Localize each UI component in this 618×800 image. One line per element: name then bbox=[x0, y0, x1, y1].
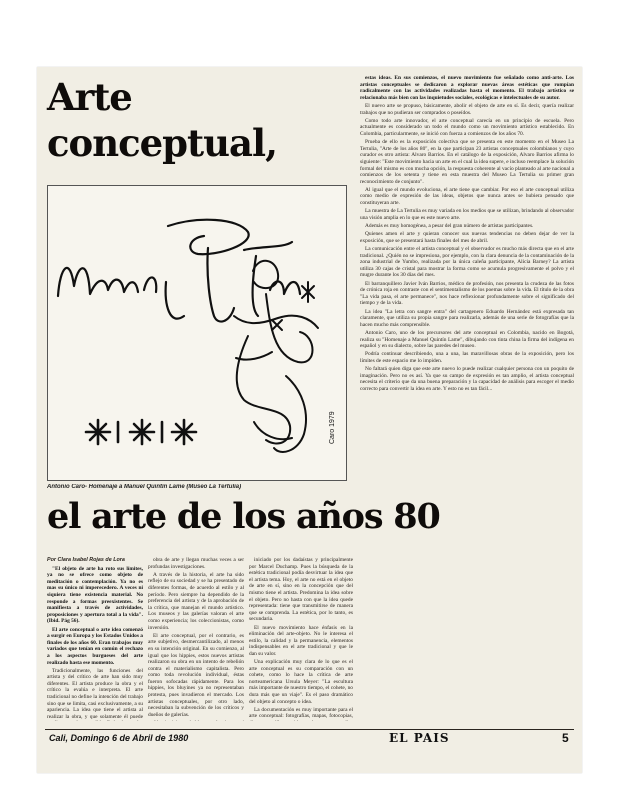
paragraph: Prueba de ello es la exposición colectiva que se presenta en este momento en el Museo La Tertulia, "Arte de los años 80", en la que participan 23 artistas conceptuales colombianos y cuyo curador es otro artista: Alvaro Barrios. En el catálogo de la exposición, Alvaro Barrios afirma lo siguiente: "Este movimiento hacia un arte en el cual la idea supere, e incluso reemplace la solución formal del mismo es con mucha opción, la respuesta coherente al vacío planteado al arte nacional a comienzos de los setenta y tiene en esta muestra del Museo La Tertulia su primer gran reconocimiento de conjunto". bbox=[360, 139, 574, 185]
paragraph: Quienes amen el arte y quieran conocer sus nuevas tendencias no deben dejar de ver la exposición, que se presentará hasta finales del mes de abril. bbox=[360, 231, 574, 244]
page-number: 5 bbox=[562, 731, 569, 745]
main-title: el arte de los años 80 bbox=[47, 496, 440, 537]
paragraph: El nuevo arte se propuso, básicamente, abolir el objeto de arte en sí. Es decir, quería realizar trabajos que no pudieran ser comprados o poseídos. bbox=[360, 102, 574, 116]
article-column-3 bbox=[249, 557, 353, 721]
newspaper-page bbox=[37, 67, 582, 773]
paragraph: El barranquillero Javier Iván Barrios, médico de profesión, nos presenta la crudeza de las fotos de crónica roja en contraste con el sentimentalismo de los poemas sobre la vida. El título de la obra "La vida pasa, el arte permanece", nos hace reflexionar profundamente sobre el significado del tiempo y de la vida. bbox=[360, 280, 574, 307]
paragraph: "El objeto de arte ha roto sus límites, ya no se ofrece como objeto de meditación o contemplación. Ya no es mas su único ni imperecedero. A veces ni siquiera tiene existencia material. No responde a formas preexistentes. Se manifiesta a través de actividades, proposiciones y apertura total a la vida". (Ibid. Pág 56). bbox=[47, 565, 143, 625]
paragraph: iniciado por los dadaístas y principalmente por Marcel Duchamp. Pues la búsqueda de la estética tradicional podía desvirtuar la idea que el artista tema. Hoy, el arte no está en el objeto de arte en sí, sino en la concepción que del mismo tiene el artista. Predomina la idea sobre el objeto. Pero no hasta con que la idea quede representada: tiene que transmitirse de manera que se comprenda. La estética, por lo tanto, es secundaria. bbox=[249, 557, 353, 623]
paragraph: estas ideas. En sus comienzos, el nuevo movimiento fue señalado como anti-arte. Los artistas conceptuales se dedicaron a explorar nuevas áreas estéticas que rompían radicalmente con las actividades realizadas hasta el momento. El trabajo artístico se relacionaba más bien con las inquietudes sociales, ecológicas e intelectuales de su autor. bbox=[360, 75, 574, 101]
paragraph: Como todo arte innovador, el arte conceptual carecía en un principio de escuela. Pero actualmente es considerado un todo el mundo como un movimiento artístico establecido. En Colombia, particularmente, se inició con fuerza a comienzos de los años 70. bbox=[360, 117, 574, 137]
paragraph: Antonio Caro, uno de los precursores del arte conceptual en Colombia, nacido en Bogotá, realiza su "Homenaje a Manuel Quintín Lame", dibujando con tinta china la firma del indígena en español y en su dialecto, sobre las paredes del museo. bbox=[360, 329, 574, 350]
paragraph: No faltará quien diga que este arte nuevo lo puede realizar cualquier persona con un poquito de imaginación. Pero no es así. Ya que su campo de expresión es tan amplio, el artista conceptual necesita el criterio que da una buena preparación y la capacidad de análisis para escoger el medio correcto para convertir la idea en arte. Y esto no es tan fácil... bbox=[360, 366, 574, 392]
paragraph: La idea "La letra con sangre entra" del cartagenero Eduardo Hernández está expresada tan claramente, que utiliza su propia sangre para realizarla, además de una serie de fotografías que la hacen mucho más comprensible. bbox=[360, 308, 574, 328]
headline-line-1: Arte bbox=[47, 75, 132, 119]
paragraph: El nuevo movimiento hace énfasis en la eliminación del arte-objeto. No le interesa el estilo, la calidad y la permanencia, elementos indispensables en el arte tradicional y que le dan su valor. bbox=[249, 624, 353, 657]
paragraph: Al igual que el mundo evoluciona, el arte tiene que cambiar. Por eso el arte conceptual utiliza como medio de expresión de las ideas, objetos que nunca antes se hubiera pensado que constituyeran arte. bbox=[360, 186, 574, 207]
paragraph: obra de arte y llegan muchas veces a ser profundas investigaciones. bbox=[148, 557, 244, 570]
paragraph: La muestra de La Tertulia es muy variada en los medios que se utilizan, brindando al observador una visión amplia en lo que es este nuevo arte. bbox=[360, 208, 574, 221]
paragraph bbox=[148, 720, 244, 721]
paragraph: A través de la historia, el arte ha sido reflejo de su sociedad y se ha presentado de diferentes formas, de acuerdo al estilo y al período. Pero siempre ha dependido de la preferencia del artista y de la aprobación de la crítica, que manejan el mundo artístico. Los museos y las galerías valoran el arte como experiencia; los coleccionistas, como inversión. bbox=[148, 571, 244, 631]
footer-date: Cali, Domingo 6 de Abril de 1980 bbox=[49, 733, 189, 743]
paragraph: Podría continuar describiendo, una a una, las maravillosas obras de la exposición, pero los límites de este espacio me lo impiden. bbox=[360, 351, 574, 364]
article-column-1 bbox=[47, 557, 143, 721]
paragraph: Una explicación muy clara de lo que es el arte conceptual es su comparación con un cohete, como lo hace la crítica de arte norteamericana Ursula Meyer: "La escultura más importante de nuestro tiempo, el cohete, no dura más que un viaje". Es el paso dramático del objeto al concepto o idea. bbox=[249, 659, 353, 705]
artwork-drawing bbox=[48, 186, 348, 482]
paragraph: Además es muy homogénea, a pesar del gran número de artistas participantes. bbox=[365, 223, 534, 230]
artist-mark: Caro 1979 bbox=[329, 411, 336, 444]
byline: Por Clara Isabel Rojas de Lora bbox=[47, 557, 125, 563]
footer-divider bbox=[45, 729, 574, 730]
paragraph: El arte conceptual o arte idea comenzó a surgir en Europa y los Estados Unidos a finales de los años 60. Eran trabajos muy variados que tenían en común el rechazo a los aspectos burgueses del arte realizado hasta ese momento. bbox=[47, 626, 143, 666]
newspaper-name: EL PAIS bbox=[389, 731, 450, 745]
artwork-image bbox=[47, 185, 347, 481]
paragraph: Tradicionalmente, las funciones del artista y del crítico de arte han sido muy diferentes. El artista produce la obra y el crítico la evalúa e interpreta. El arte tradicional no define la intención del trabajo sino que se limita, casi exclusivamente, a su apariencia. La idea que tiene el artista al realizar la obra, y que solamente él puede bbox=[47, 667, 143, 720]
image-caption: Antonio Caro- Homenaje a Manuel Quintín Lame (Museo La Tertulia) bbox=[47, 484, 242, 490]
headline-line-2: conceptual, bbox=[47, 121, 277, 165]
article-column-2 bbox=[148, 557, 244, 721]
article-column-right bbox=[360, 75, 574, 711]
paragraph: La documentación es muy importante para el arte conceptual: fotografías, mapas, fotocopias, bbox=[249, 706, 353, 720]
paragraph: El arte conceptual, por el contrario, es arte subjetivo, desmercantilizado, al menos en su intención original. En su comienzo, al igual que los hippies, estos nuevos artistas realizaron su obra en un intento de rebelión contra el materialismo capitalista. Pero como toda revolución individual, éstas fueron sofocadas rápidamente. Para los hippies, los bluyines ya no representaban protesta, pues invadieron el mercado. Los artistas conceptuales, por otro lado, necesitaban la subvención de los críticos y dueños de galerías. bbox=[148, 632, 244, 718]
paragraph: La comunicación entre el artista conceptual y el observador es mucho más directa que en el arte tradicional. ¿Quién no se impresiona, por ejemplo, con la clara denuncia de la contaminación de la zona industrial de Yumbo, realizada por la única caleña participante, Alicia Barney? La artista utiliza 30 cajas de cristal para mostrar la forma como se acumula progresivamente el polvo y el mugre durante los 30 días del mes. bbox=[360, 246, 574, 279]
